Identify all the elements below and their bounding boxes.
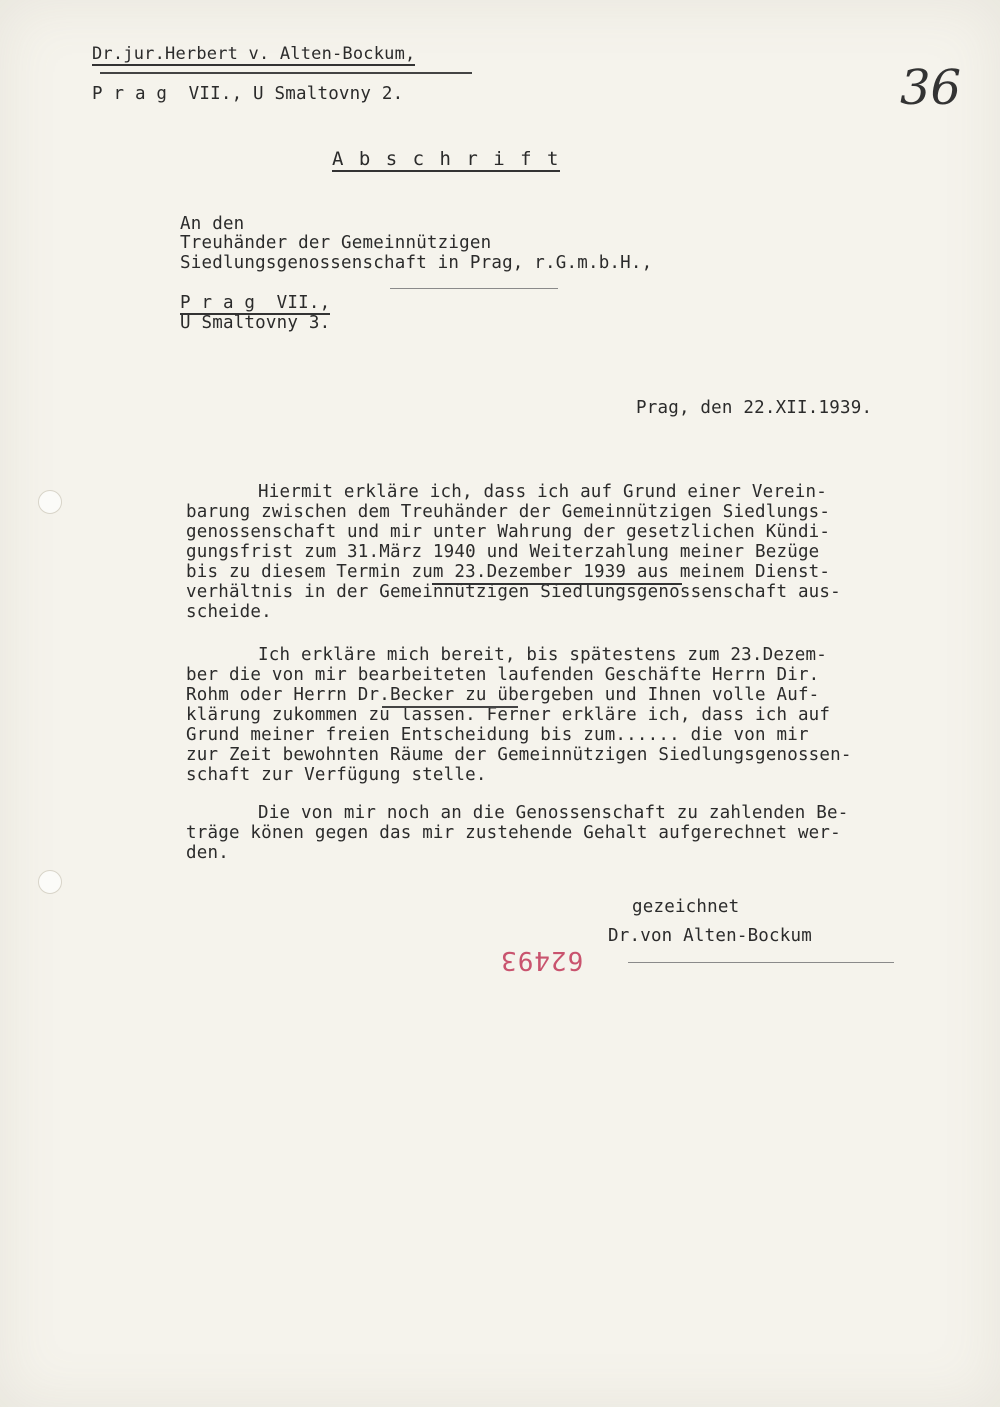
document-title: A b s c h r i f t: [332, 148, 561, 170]
paragraph-line: Hiermit erkläre ich, dass ich auf Grund einer Verein-: [258, 482, 828, 502]
signature-name: Dr.von Alten-Bockum: [608, 926, 812, 946]
punch-hole-top: [38, 490, 62, 514]
paragraph-line: klärung zukommen zu lassen. Ferner erkläre ich, dass ich auf: [186, 705, 831, 725]
paragraph-line: scheide.: [186, 602, 272, 622]
letter-date: Prag, den 22.XII.1939.: [636, 398, 873, 418]
handwritten-underline: [432, 583, 682, 585]
recipient-street: U Smaltovny 3.: [180, 313, 331, 333]
sender-name: Dr.jur.Herbert v. Alten-Bockum,: [92, 44, 416, 64]
paragraph-line: Rohm oder Herrn Dr.Becker zu übergeben und Ihnen volle Auf-: [186, 685, 820, 705]
paragraph-line: träge könen gegen das mir zustehende Gehalt aufgerechnet wer-: [186, 823, 841, 843]
punch-hole-bottom: [38, 870, 62, 894]
paragraph-line: bis zu diesem Termin zum 23.Dezember 1939 aus meinem Dienst-: [186, 562, 831, 582]
recipient-divider: [390, 288, 558, 289]
recipient-line-2: Treuhänder der Gemeinnützigen: [180, 233, 492, 253]
paragraph-line: Ich erkläre mich bereit, bis spätestens zum 23.Dezem-: [258, 645, 828, 665]
archive-stamp: [500, 945, 584, 1005]
paragraph-line: verhältnis in der Gemeinnützigen Siedlungsgenossenschaft aus-: [186, 582, 841, 602]
paragraph-line: Grund meiner freien Entscheidung bis zum...... die von mir: [186, 725, 809, 745]
handwritten-underline: [382, 706, 518, 708]
paragraph-line: Die von mir noch an die Genossenschaft zu zahlenden Be-: [258, 803, 849, 823]
recipient-city: P r a g VII.,: [180, 293, 331, 313]
paragraph-line: den.: [186, 843, 229, 863]
paragraph-line: barung zwischen dem Treuhänder der Gemeinnützigen Siedlungs-: [186, 502, 831, 522]
paragraph-line: schaft zur Verfügung stelle.: [186, 765, 487, 785]
stamp-number: 62493: [500, 945, 584, 975]
paragraph-line: zur Zeit bewohnten Räume der Gemeinnützigen Siedlungsgenossen-: [186, 745, 852, 765]
recipient-line-3: Siedlungsgenossenschaft in Prag, r.G.m.b.H.,: [180, 253, 653, 273]
paragraph-line: ber die von mir bearbeiteten laufenden Geschäfte Herrn Dir.: [186, 665, 820, 685]
paragraph-line: gungsfrist zum 31.März 1940 und Weiterzahlung meiner Bezüge: [186, 542, 820, 562]
signature-label: gezeichnet: [632, 897, 740, 917]
paragraph-line: genossenschaft und mir unter Wahrung der gesetzlichen Kündi-: [186, 522, 831, 542]
folio-number: 36: [900, 60, 962, 116]
signature-divider: [628, 962, 894, 963]
sender-divider: [100, 72, 472, 74]
sender-address: P r a g VII., U Smaltovny 2.: [92, 84, 404, 104]
recipient-line-1: An den: [180, 214, 245, 234]
